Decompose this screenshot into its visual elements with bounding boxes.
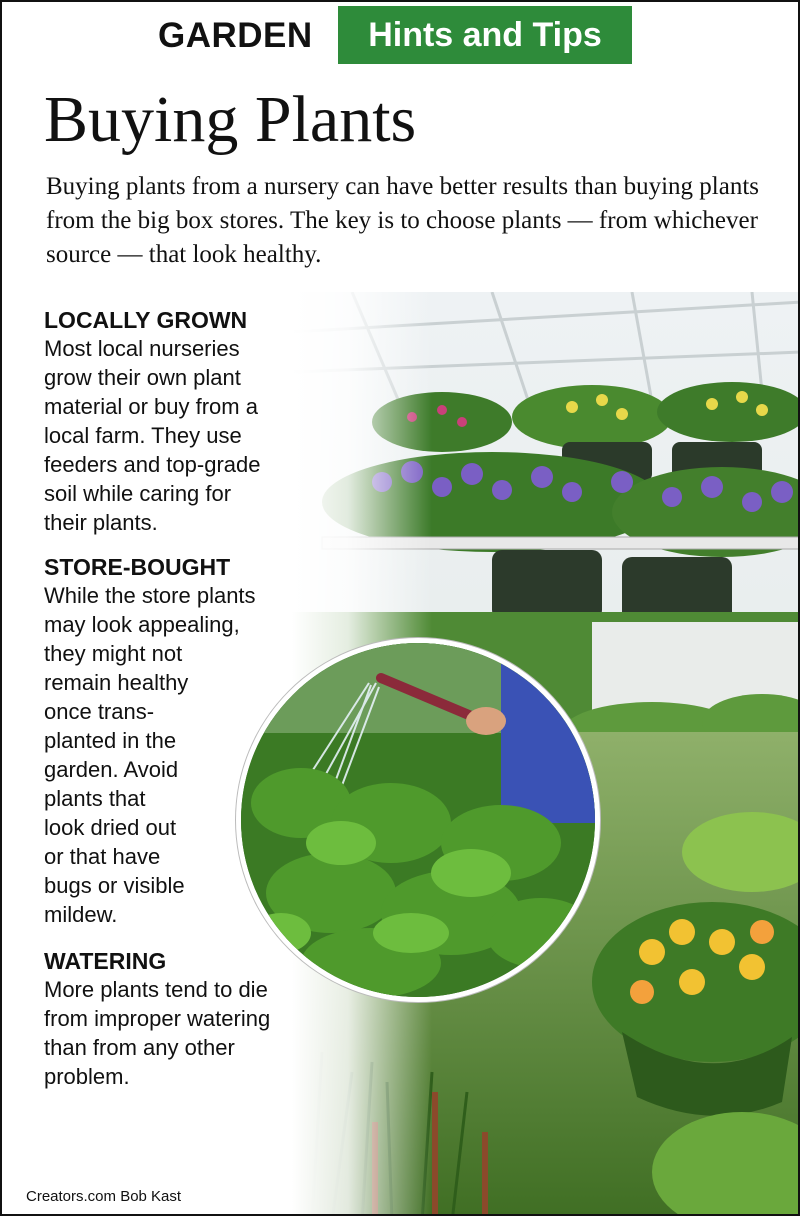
hints-label: Hints and Tips — [368, 16, 602, 54]
page-title: Buying Plants — [44, 83, 417, 156]
section-line: planted in the — [44, 728, 177, 753]
section-line: grow their own plant — [44, 365, 241, 390]
garden-label: GARDEN — [158, 16, 313, 55]
section-locally-grown — [44, 306, 314, 537]
hints-badge — [338, 6, 632, 64]
section-line: or that have — [44, 844, 161, 869]
section-line: they might not — [44, 641, 183, 666]
section-watering — [44, 947, 314, 1091]
section-line: local farm. They use — [44, 423, 242, 448]
section-line: from improper watering — [44, 1006, 271, 1031]
section-line: may look appealing, — [44, 612, 240, 637]
section-line: look dried out — [44, 815, 177, 840]
section-line: garden. Avoid — [44, 757, 179, 782]
section-line: plants that — [44, 786, 146, 811]
section-store-bought — [44, 553, 314, 929]
section-line: remain healthy — [44, 670, 189, 695]
section-line: mildew. — [44, 902, 118, 927]
section-line: More plants tend to die — [44, 977, 268, 1002]
section-line: their plants. — [44, 510, 158, 535]
section-line: bugs or visible — [44, 873, 185, 898]
intro-paragraph: Buying plants from a nursery can have better results than buying plants from the big box stores. The key is to choose plants — from whichever source — that look healthy. — [46, 173, 760, 268]
section-line: soil while caring for — [44, 481, 232, 506]
photo-credit: Creators.com Bob Kast — [26, 1188, 182, 1205]
section-line: problem. — [44, 1064, 130, 1089]
section-line: material or buy from a — [44, 394, 258, 419]
section-heading: LOCALLY GROWN — [44, 307, 248, 333]
section-heading: STORE-BOUGHT — [44, 554, 231, 580]
section-line: While the store plants — [44, 583, 256, 608]
section-line: once trans- — [44, 699, 155, 724]
section-line: feeders and top-grade — [44, 452, 261, 477]
section-line: Most local nurseries — [44, 336, 240, 361]
section-heading: WATERING — [44, 948, 167, 974]
header-banner — [2, 2, 798, 66]
section-line: than from any other — [44, 1035, 235, 1060]
text-column — [44, 306, 314, 1091]
